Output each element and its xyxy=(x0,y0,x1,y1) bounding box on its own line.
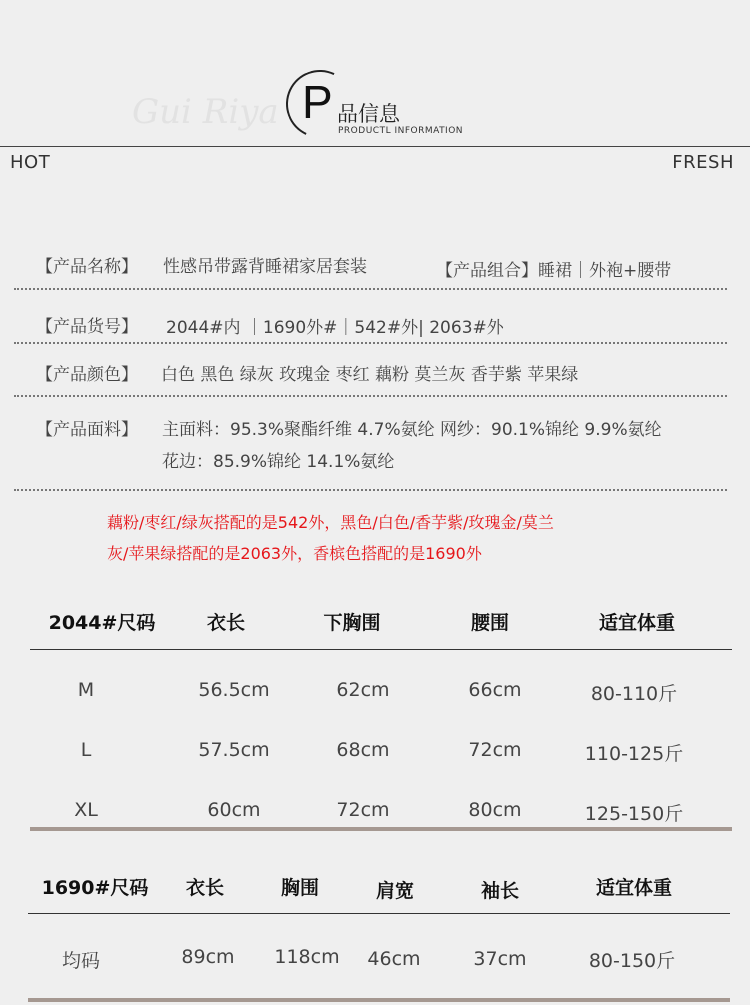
table-cell: XL xyxy=(74,799,98,821)
product-color-label: 【产品颜色】 xyxy=(36,365,138,385)
table-cell: 46cm xyxy=(367,948,421,970)
table-cell: 62cm xyxy=(336,679,390,701)
table-cell: 80-150斤 xyxy=(588,950,676,972)
product-combo-label: 【产品组合】 xyxy=(436,261,538,281)
table-bottom-divider xyxy=(28,998,730,1002)
table-header-cell: 袖长 xyxy=(480,880,520,902)
table-cell: 110-125斤 xyxy=(584,743,684,765)
section-title: 品信息 xyxy=(337,102,400,126)
table-header-divider xyxy=(28,913,730,914)
table-cell: M xyxy=(77,679,95,701)
dotted-divider xyxy=(14,288,727,290)
table-cell: 37cm xyxy=(473,948,527,970)
table-header-cell: 下胸围 xyxy=(323,612,381,634)
table-header-cell: 衣长 xyxy=(185,877,225,899)
table-cell: 56.5cm xyxy=(198,679,270,701)
dotted-divider xyxy=(14,342,727,344)
product-name-label: 【产品名称】 xyxy=(36,257,138,277)
table-cell: 72cm xyxy=(336,799,390,821)
table-header-cell: 2044#尺码 xyxy=(48,612,156,634)
brand-watermark: Gui Riya xyxy=(132,92,279,132)
product-code-value: 2044#内 ｜1690外#｜542#外| 2063#外 xyxy=(166,318,504,338)
product-fabric-main: 主面料：95.3%聚酯纤维 4.7%氨纶 网纱：90.1%锦纶 9.9%氨纶 xyxy=(162,420,662,440)
table-header-cell: 腰围 xyxy=(470,612,510,634)
product-color-value: 白色 黑色 绿灰 玫瑰金 枣红 藕粉 莫兰灰 香芋紫 苹果绿 xyxy=(161,365,579,385)
table-header-cell: 肩宽 xyxy=(375,880,415,902)
logo-letter: P xyxy=(302,76,333,128)
product-combo-value: 睡裙｜外袍+腰带 xyxy=(538,261,672,281)
table-header-cell: 适宜体重 xyxy=(595,877,673,899)
table-cell: L xyxy=(80,739,92,761)
table-cell: 89cm xyxy=(181,946,235,968)
section-subtitle: PRODUCTL INFORMATION xyxy=(338,126,464,136)
matching-note-line1: 藕粉/枣红/绿灰搭配的是542外，黑色/白色/香芋紫/玫瑰金/莫兰 xyxy=(107,513,554,532)
product-code-label: 【产品货号】 xyxy=(36,317,138,337)
table-cell: 66cm xyxy=(468,679,522,701)
dotted-divider xyxy=(14,395,727,397)
fresh-tag: FRESH xyxy=(672,152,734,173)
table-cell: 72cm xyxy=(468,739,522,761)
table-cell: 均码 xyxy=(61,950,101,972)
table-header-cell: 1690#尺码 xyxy=(41,877,149,899)
hot-tag: HOT xyxy=(10,152,51,173)
table-cell: 118cm xyxy=(274,946,340,968)
table-cell: 60cm xyxy=(207,799,261,821)
product-fabric-label: 【产品面料】 xyxy=(36,420,138,440)
table-cell: 80cm xyxy=(468,799,522,821)
product-name-value: 性感吊带露背睡裙家居套装 xyxy=(163,257,367,277)
table-header-cell: 适宜体重 xyxy=(598,612,676,634)
dotted-divider xyxy=(14,489,727,491)
header-divider xyxy=(0,146,750,147)
table-bottom-divider xyxy=(30,827,732,831)
product-fabric-lace: 花边：85.9%锦纶 14.1%氨纶 xyxy=(162,452,395,472)
table-cell: 80-110斤 xyxy=(590,683,678,705)
table-header-divider xyxy=(30,649,732,650)
matching-note-line2: 灰/苹果绿搭配的是2063外，香槟色搭配的是1690外 xyxy=(107,544,482,563)
table-header-cell: 衣长 xyxy=(206,612,246,634)
table-cell: 125-150斤 xyxy=(584,803,684,825)
table-cell: 57.5cm xyxy=(198,739,270,761)
table-header-cell: 胸围 xyxy=(280,877,320,899)
table-cell: 68cm xyxy=(336,739,390,761)
